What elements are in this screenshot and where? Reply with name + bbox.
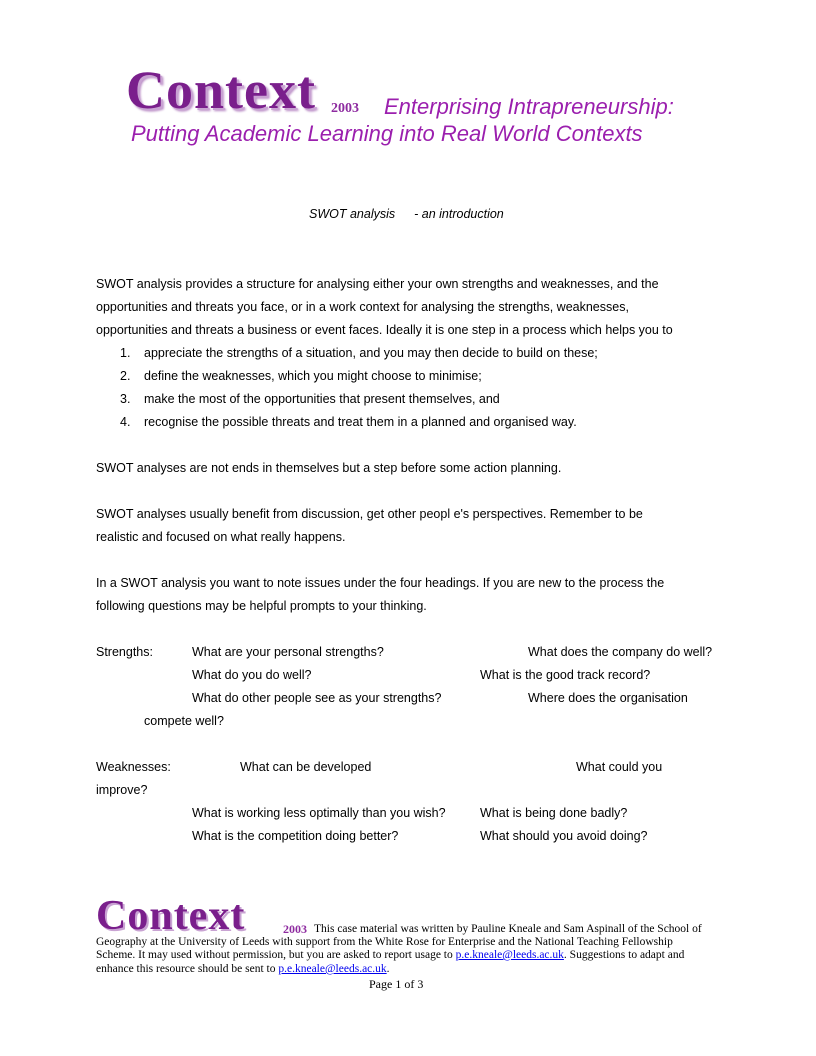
footer-line-4-tail: . xyxy=(386,963,390,975)
strengths-question: What do other people see as your strengths? xyxy=(192,691,442,705)
footer-line-3 xyxy=(96,948,684,963)
footer-line-1: This case material was written by Pauline Kneale and Sam Aspinall of the School of xyxy=(314,923,702,935)
step-num: 2. xyxy=(120,369,131,383)
step-text: recognise the possible threats and treat them in a planned and organised way. xyxy=(144,415,577,429)
step-text: define the weaknesses, which you might choose to minimise; xyxy=(144,369,482,383)
doc-title-sub: - an introduction xyxy=(414,207,504,221)
weaknesses-question: What is the competition doing better? xyxy=(192,829,399,843)
intro-line-2: opportunities and threats you face, or in a work context for analysing the strengths, weaknesses, xyxy=(96,300,629,314)
weaknesses-question: What should you avoid doing? xyxy=(480,829,648,843)
footer-logo: Context xyxy=(96,893,246,939)
step-num: 4. xyxy=(120,415,131,429)
strengths-question-cont: compete well? xyxy=(144,714,224,728)
header-logo: Context xyxy=(126,60,316,120)
footer-line-4 xyxy=(96,962,390,977)
para-3-line-2: realistic and focused on what really happens. xyxy=(96,530,346,544)
footer-year: 2003 xyxy=(283,922,307,936)
step-text: appreciate the strengths of a situation, and you may then decide to build on these; xyxy=(144,346,598,360)
doc-title-main: SWOT analysis xyxy=(309,207,396,221)
footer-line-4-text: enhance this resource should be sent to xyxy=(96,963,276,975)
weaknesses-question-cont: improve? xyxy=(96,783,148,797)
intro-line-1: SWOT analysis provides a structure for analysing either your own strengths and weaknesses, and the xyxy=(96,277,659,291)
para-3-line-1: SWOT analyses usually benefit from discussion, get other peopl e's perspectives. Remember to be xyxy=(96,507,643,521)
step-num: 1. xyxy=(120,346,131,360)
weaknesses-question: What is working less optimally than you wish? xyxy=(192,806,446,820)
step-text: make the most of the opportunities that present themselves, and xyxy=(144,392,500,406)
strengths-heading: Strengths: xyxy=(96,645,153,659)
footer-email-link[interactable]: p.e.kneale@leeds.ac.uk xyxy=(278,963,387,975)
footer-line-3-tail: . Suggestions to adapt and xyxy=(563,949,685,961)
header-year: 2003 xyxy=(331,101,359,116)
strengths-question: What does the company do well? xyxy=(528,645,713,659)
doc-title xyxy=(309,207,504,221)
weaknesses-question: What could you xyxy=(576,760,663,774)
page-number: Page 1 of 3 xyxy=(369,977,424,991)
footer-email-link[interactable]: p.e.kneale@leeds.ac.uk xyxy=(455,949,564,961)
para-4-line-2: following questions may be helpful prompts to your thinking. xyxy=(96,599,427,613)
header-tagline-2: Putting Academic Learning into Real World Contexts xyxy=(131,121,643,146)
strengths-question: Where does the organisation xyxy=(528,691,688,705)
strengths-question: What is the good track record? xyxy=(480,668,651,682)
footer-line-3-text: Scheme. It may used without permission, but you are asked to report usage to xyxy=(96,949,453,961)
para-2: SWOT analyses are not ends in themselves but a step before some action planning. xyxy=(96,461,562,475)
intro-line-3: opportunities and threats a business or event faces. Ideally it is one step in a process which helps you to xyxy=(96,323,673,337)
strengths-question: What are your personal strengths? xyxy=(192,645,384,659)
footer-line-2: Geography at the University of Leeds with support from the White Rose for Enterprise and the National Teaching Fellowship xyxy=(96,936,673,948)
weaknesses-question: What can be developed xyxy=(240,760,372,774)
strengths-question: What do you do well? xyxy=(192,668,312,682)
para-4-line-1: In a SWOT analysis you want to note issues under the four headings. If you are new to the process the xyxy=(96,576,665,590)
header-tagline-1: Enterprising Intrapreneurship: xyxy=(384,94,674,119)
step-num: 3. xyxy=(120,392,131,406)
weaknesses-heading: Weaknesses: xyxy=(96,760,171,774)
weaknesses-question: What is being done badly? xyxy=(480,806,628,820)
